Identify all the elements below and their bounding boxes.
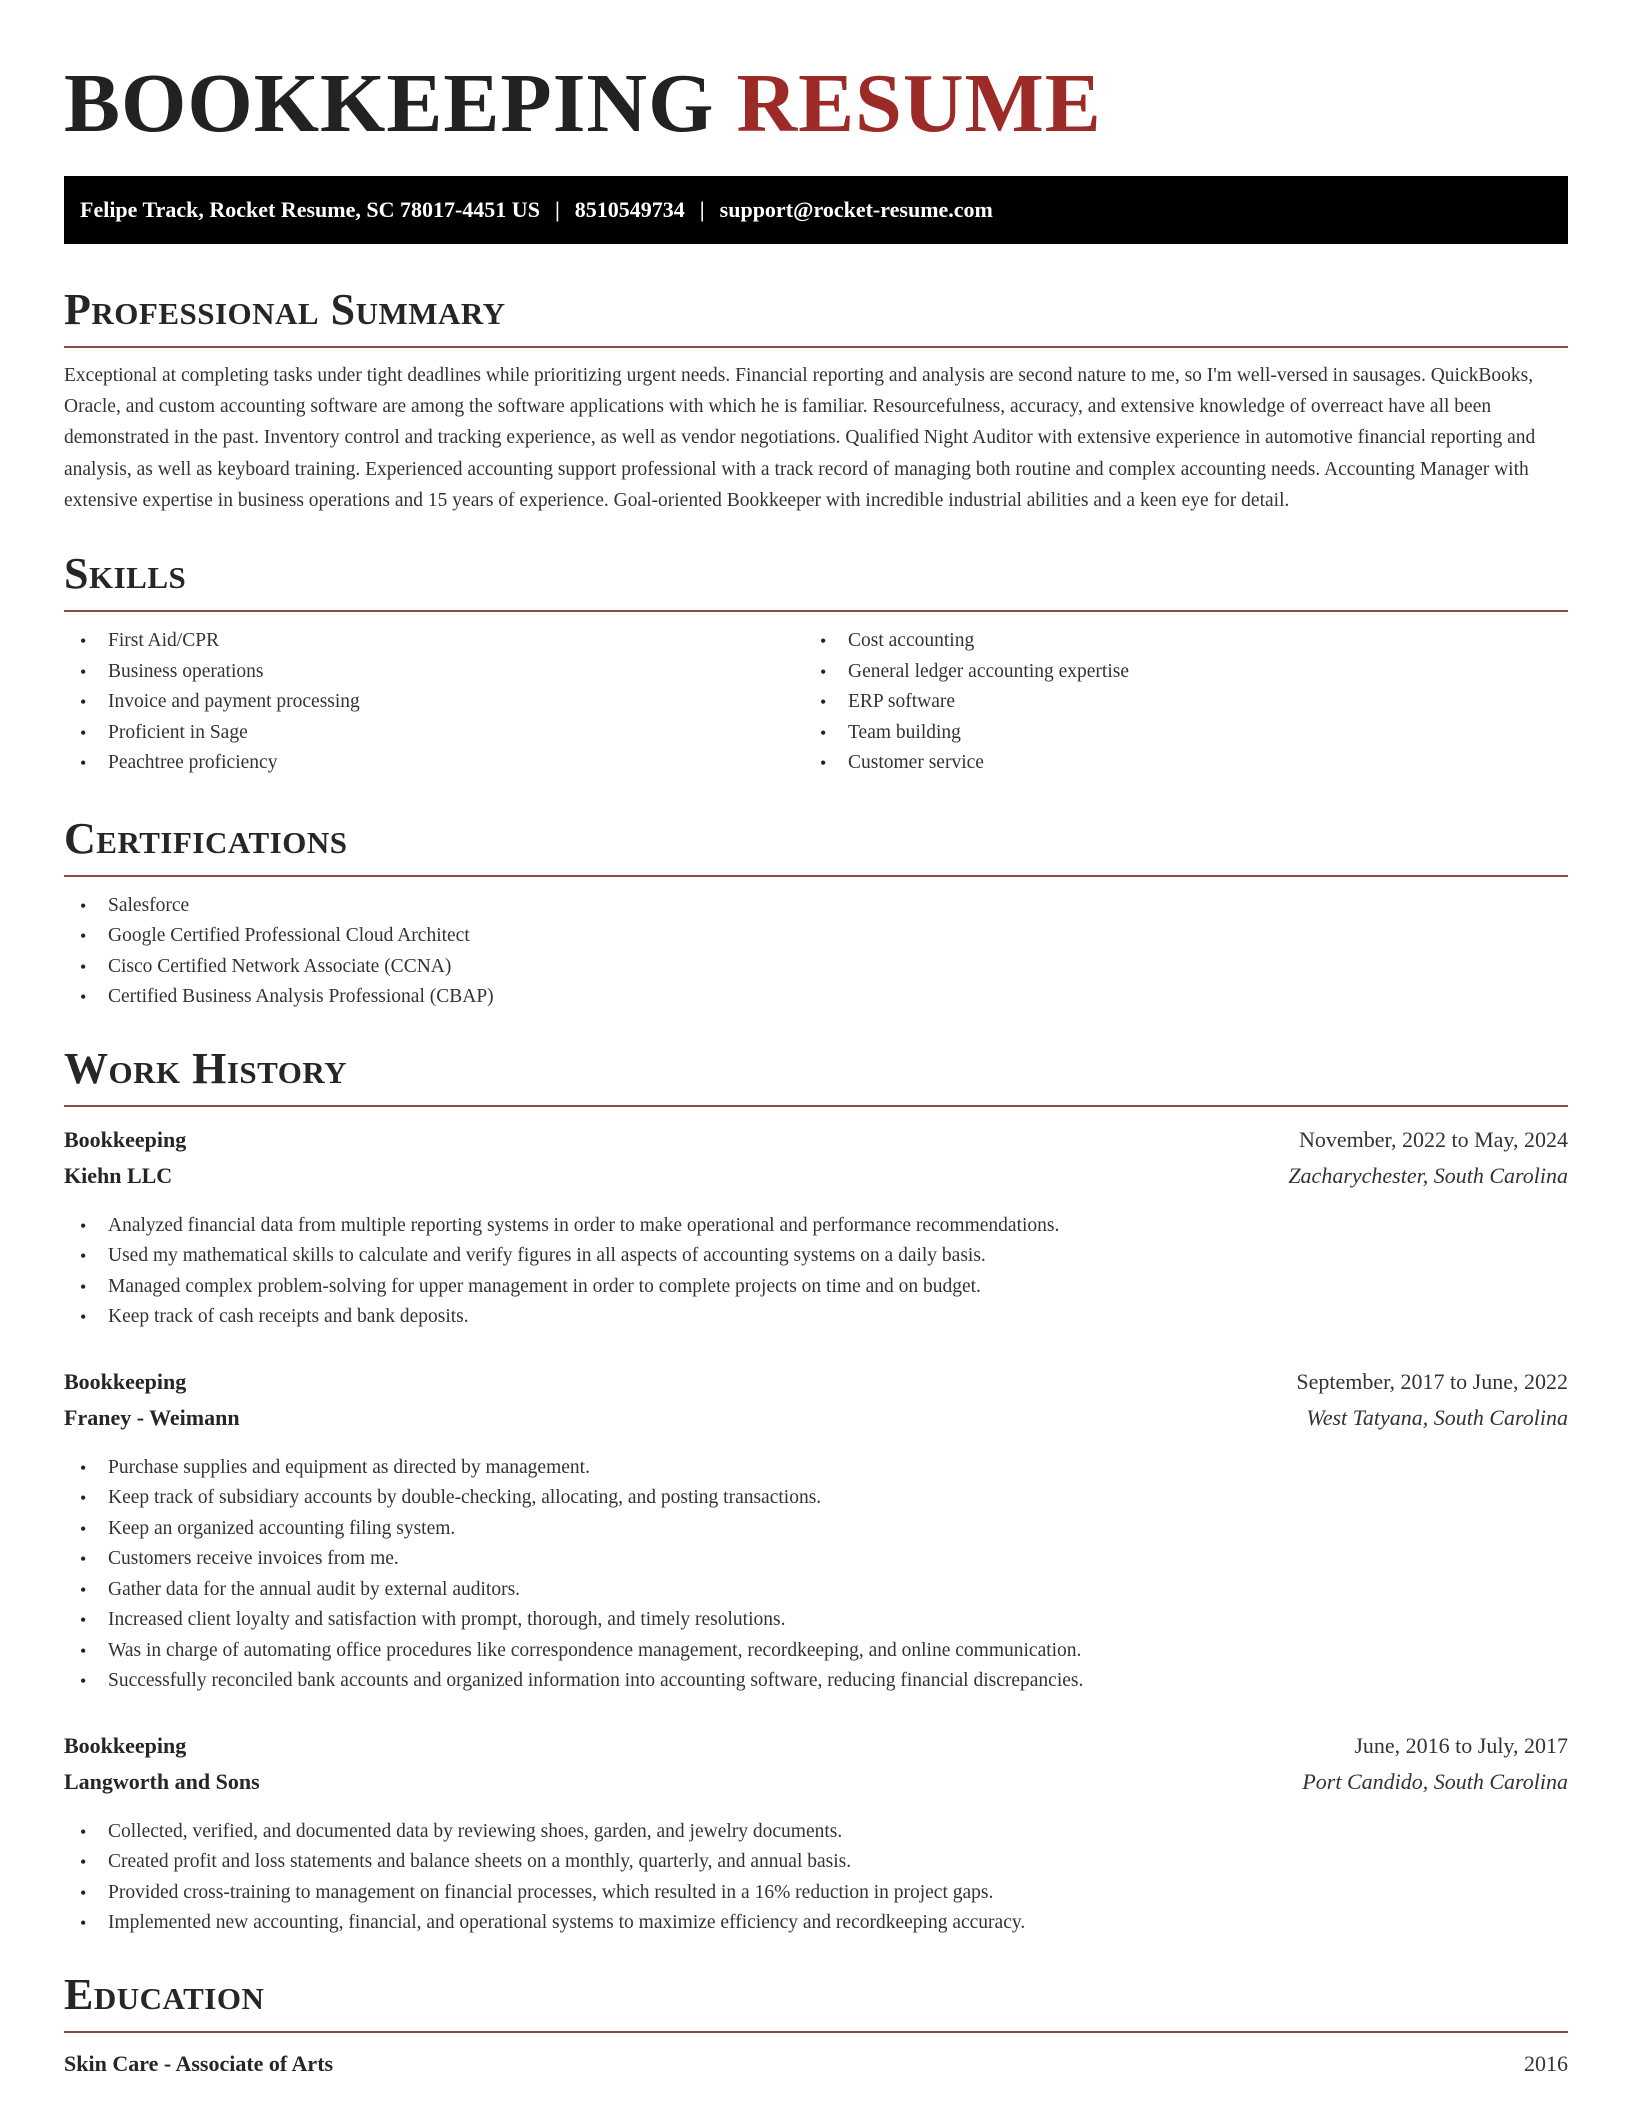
work-history-section [64, 1043, 1568, 1939]
certification-item: • Cisco Certified Network Associate (CCNA) [64, 952, 1568, 983]
job-duty: • Collected, verified, and documented data by reviewing shoes, garden, and jewelry documents. [64, 1817, 1568, 1848]
job-company: Kiehn LLC [64, 1162, 173, 1188]
job-location: West Tatyana, South Carolina [1306, 1404, 1568, 1430]
job-dates: September, 2017 to June, 2022 [1296, 1368, 1568, 1394]
job-duty: • Purchase supplies and equipment as directed by management. [64, 1453, 1568, 1484]
title-main: BOOKKEEPING [64, 57, 715, 150]
job-duty: • Used my mathematical skills to calculate and verify figures in all aspects of accounting systems on a daily basis. [64, 1241, 1568, 1272]
job-duty: • Increased client loyalty and satisfaction with prompt, thorough, and timely resolutions. [64, 1605, 1568, 1636]
skill-item: • Cost accounting [804, 626, 1568, 657]
job-duty: • Gather data for the annual audit by external auditors. [64, 1575, 1568, 1606]
job-duty: • Managed complex problem-solving for upper management in order to complete projects on time and on budget. [64, 1272, 1568, 1303]
job-title: Bookkeeping [64, 1732, 187, 1758]
title-accent: RESUME [736, 57, 1102, 150]
job-duty: • Was in charge of automating office procedures like correspondence management, recordkeeping, and online communication. [64, 1636, 1568, 1667]
skill-item: • First Aid/CPR [64, 626, 804, 657]
skills-list-left [64, 626, 804, 779]
job-duty: • Implemented new accounting, financial, and operational systems to maximize efficiency and recordkeeping accuracy. [64, 1908, 1568, 1939]
education-heading: Education [64, 1973, 1568, 2033]
job-duty: • Customers receive invoices from me. [64, 1544, 1568, 1575]
skills-grid [64, 626, 1568, 779]
education-year: 2016 [1524, 2050, 1568, 2076]
job-header-row [64, 1127, 1568, 1163]
education-row [64, 2051, 1568, 2077]
contact-separator: | [554, 197, 560, 222]
contact-email[interactable]: support@rocket-resume.com [719, 197, 993, 222]
contact-phone[interactable]: 8510549734 [574, 197, 685, 222]
certifications-section [64, 813, 1568, 1013]
certification-item: • Google Certified Professional Cloud Architect [64, 921, 1568, 952]
job-header-row [64, 1733, 1568, 1769]
certification-item: • Certified Business Analysis Professional (CBAP) [64, 982, 1568, 1013]
contact-separator: | [699, 197, 705, 222]
certifications-list [64, 891, 1568, 1013]
job-company: Franey - Weimann [64, 1404, 240, 1430]
job-duties-list [64, 1453, 1568, 1697]
resume-title [64, 57, 1568, 150]
job-duties-list [64, 1817, 1568, 1939]
job-company-row [64, 1163, 1568, 1199]
job-duty: • Keep track of subsidiary accounts by double-checking, allocating, and posting transactions. [64, 1483, 1568, 1514]
skills-list-right [804, 626, 1568, 779]
job-duty: • Successfully reconciled bank accounts and organized information into accounting software, reducing financial discrepancies. [64, 1666, 1568, 1697]
job-duty: • Analyzed financial data from multiple reporting systems in order to make operational and performance recommendations. [64, 1211, 1568, 1242]
work-history-heading: Work History [64, 1047, 1568, 1107]
summary-section [64, 285, 1568, 516]
job-duty: • Provided cross-training to management on financial processes, which resulted in a 16% reduction in project gaps. [64, 1878, 1568, 1909]
job-location: Zacharychester, South Carolina [1288, 1162, 1568, 1188]
certifications-heading: Certifications [64, 817, 1568, 877]
skill-item: • ERP software [804, 687, 1568, 718]
job-entry [64, 1733, 1568, 1939]
education-section [64, 1969, 1568, 2077]
job-entry [64, 1369, 1568, 1697]
summary-heading: Professional Summary [64, 288, 1568, 348]
job-company-row [64, 1405, 1568, 1441]
skill-item: • Business operations [64, 657, 804, 688]
contact-address: Felipe Track, Rocket Resume, SC 78017-4451 US [80, 197, 540, 222]
job-header-row [64, 1369, 1568, 1405]
job-company: Langworth and Sons [64, 1768, 260, 1794]
contact-bar [64, 176, 1568, 244]
education-degree: Skin Care - Associate of Arts [64, 2050, 334, 2076]
summary-text: Exceptional at completing tasks under tight deadlines while prioritizing urgent needs. Financial reporting and analysis are second nature to me, so I'm well-versed in sausages. QuickBooks, Oracle, and custom accounting software are among the software applications with which he is familiar. Resourcefulness, accuracy, and extensive knowledge of overreact have all been demonstrated in the past. Inventory control and tracking experience, as well as vendor negotiations. Qualified Night Auditor with extensive experience in automotive financial reporting and analysis, as well as keyboard training. Experienced accounting support professional with a track record of managing both routine and complex accounting needs. Accounting Manager with extensive expertise in business operations and 15 years of experience. Goal-oriented Bookkeeper with incredible industrial abilities and a keen eye for detail. [64, 365, 1536, 511]
skills-heading: Skills [64, 552, 1568, 612]
job-entry [64, 1127, 1568, 1333]
job-title: Bookkeeping [64, 1126, 187, 1152]
job-dates: June, 2016 to July, 2017 [1354, 1732, 1568, 1758]
job-location: Port Candido, South Carolina [1302, 1768, 1568, 1794]
job-duty: • Keep track of cash receipts and bank deposits. [64, 1302, 1568, 1333]
skill-item: • Proficient in Sage [64, 718, 804, 749]
job-dates: November, 2022 to May, 2024 [1299, 1126, 1568, 1152]
skill-item: • Invoice and payment processing [64, 687, 804, 718]
skill-item: • Customer service [804, 748, 1568, 779]
job-duty: • Created profit and loss statements and balance sheets on a monthly, quarterly, and annual basis. [64, 1847, 1568, 1878]
certification-item: • Salesforce [64, 891, 1568, 922]
skills-section [64, 549, 1568, 779]
job-duty: • Keep an organized accounting filing system. [64, 1514, 1568, 1545]
skill-item: • Team building [804, 718, 1568, 749]
job-duties-list [64, 1211, 1568, 1333]
job-company-row [64, 1769, 1568, 1805]
skill-item: • General ledger accounting expertise [804, 657, 1568, 688]
skill-item: • Peachtree proficiency [64, 748, 804, 779]
job-title: Bookkeeping [64, 1368, 187, 1394]
